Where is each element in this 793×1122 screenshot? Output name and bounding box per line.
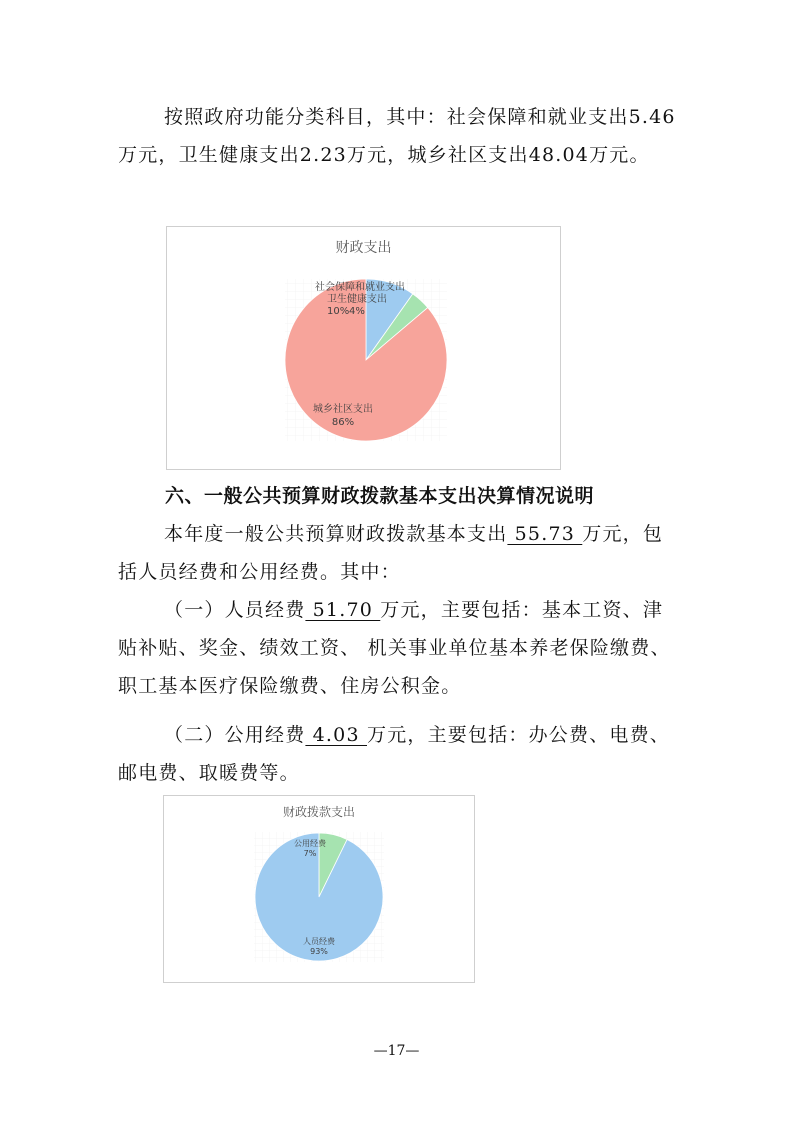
chart-title: 财政拨款支出 bbox=[282, 805, 356, 819]
slice-pct-social-security: 10% bbox=[327, 306, 350, 317]
amount-personnel-expenses: 51.70 bbox=[305, 599, 381, 621]
slice-label-health: 卫生健康支出 bbox=[327, 294, 387, 305]
paragraph-function-classification bbox=[118, 98, 678, 174]
fiscal-appropriation-pie-svg bbox=[164, 796, 474, 982]
slice-label-public-expenses: 公用经费 bbox=[294, 839, 326, 848]
paragraph-public-expenses bbox=[118, 716, 678, 792]
section-heading: 六、一般公共预算财政拨款基本支出决算情况说明 bbox=[165, 485, 595, 507]
slice-pct-public-expenses: 7% bbox=[303, 849, 317, 858]
fiscal-appropriation-chart bbox=[163, 795, 475, 983]
paragraph-prefix: （二）公用经费 bbox=[164, 724, 306, 746]
slice-label-personnel-expenses: 人员经费 bbox=[303, 937, 335, 946]
amount-public-expenses: 4.03 bbox=[305, 724, 367, 746]
paragraph-basic-expenditure bbox=[118, 515, 678, 591]
paragraph-suffix: 万元，主要包括：办公费、电费、邮电费、取暖费等。 bbox=[118, 724, 671, 784]
fiscal-expenditure-chart bbox=[166, 226, 561, 470]
chart-title: 财政支出 bbox=[335, 240, 392, 256]
paragraph-suffix: 万元，包括人员经费和公用经费。其中： bbox=[118, 523, 664, 583]
amount-basic-expenditure: 55.73 bbox=[507, 523, 583, 545]
slice-pct-health: 4% bbox=[349, 306, 365, 317]
slice-pct-personnel-expenses: 93% bbox=[310, 947, 328, 956]
slice-label-urban-rural: 城乡社区支出 bbox=[313, 404, 373, 415]
paragraph-prefix: 本年度一般公共预算财政拨款基本支出 bbox=[164, 523, 508, 545]
slice-pct-urban-rural: 86% bbox=[331, 417, 355, 428]
paragraph-prefix: （一）人员经费 bbox=[164, 599, 306, 621]
fiscal-expenditure-pie-svg bbox=[167, 227, 560, 469]
paragraph-suffix: 万元，主要包括：基本工资、津贴补贴、奖金、绩效工资、 机关事业单位基本养老保险缴费、职工基本医疗保险缴费、住房公积金。 bbox=[118, 599, 671, 697]
page-number: —17— bbox=[373, 1043, 420, 1059]
paragraph-personnel-expenses bbox=[118, 591, 678, 705]
paragraph-text: 按照政府功能分类科目，其中：社会保障和就业支出5.46万元，卫生健康支出2.23万元，城乡社区支出48.04万元。 bbox=[118, 106, 676, 166]
slice-label-social-security: 社会保障和就业支出 bbox=[315, 282, 405, 293]
